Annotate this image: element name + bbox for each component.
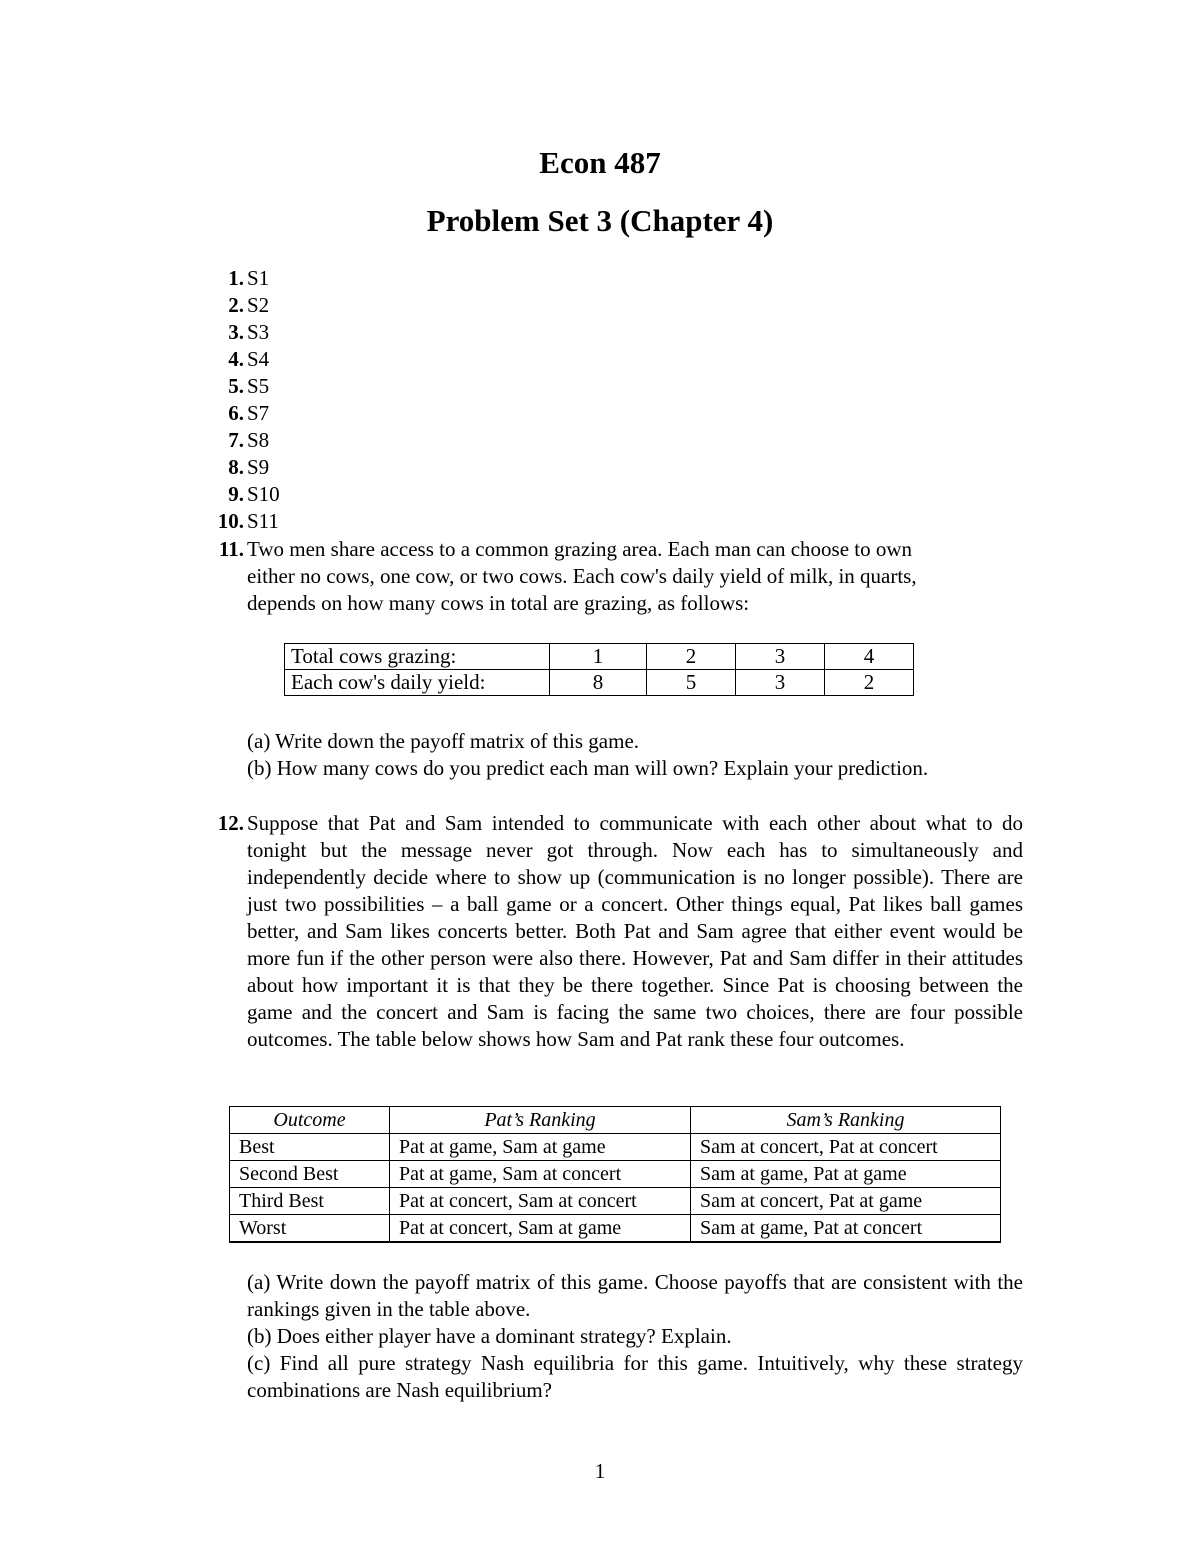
item-text: S5 [247,374,270,398]
table-cell: 3 [736,644,825,670]
column-header: Pat’s Ranking [390,1107,691,1134]
item-number: 6. [228,401,244,425]
problem-set-title: Problem Set 3 (Chapter 4) [426,203,774,238]
item-number: 4. [228,347,244,371]
table-cell: 8 [550,670,647,696]
table-header-row [230,1107,1001,1134]
page-number: 1 [594,1459,606,1483]
question-11-line: either no cows, one cow, or two cows. Each cow's daily yield of milk, in quarts, [247,564,917,588]
table-cell: Third Best [230,1188,390,1215]
table-row [230,1215,1001,1243]
table-row [285,670,914,696]
row-label: Each cow's daily yield: [285,670,550,696]
question-12-part-b: (b) Does either player have a dominant strategy? Explain. [247,1324,732,1348]
item-number: 3. [228,320,244,344]
table-cell: Pat at concert, Sam at game [390,1215,691,1243]
table-cell: Best [230,1134,390,1161]
item-number: 5. [228,374,244,398]
item-text: S4 [247,347,270,371]
item-text: S2 [247,293,270,317]
item-number: 8. [228,455,244,479]
table-row [230,1161,1001,1188]
table-row [230,1188,1001,1215]
question-12-number: 12. [217,811,244,835]
question-11-part-b: (b) How many cows do you predict each man will own? Explain your prediction. [247,756,929,780]
row-label: Total cows grazing: [285,644,550,670]
course-title: Econ 487 [539,145,661,180]
table-cell: Worst [230,1215,390,1243]
item-text: S10 [247,482,280,506]
item-text: S11 [247,509,279,533]
table-cell: 1 [550,644,647,670]
question-11-number: 11. [218,537,244,561]
item-text: S1 [247,266,270,290]
table-cell: Sam at concert, Pat at game [691,1188,1001,1215]
table-cell: Sam at concert, Pat at concert [691,1134,1001,1161]
question-11-line: depends on how many cows in total are grazing, as follows: [247,591,750,615]
item-number: 2. [228,293,244,317]
question-12-paragraph: Suppose that Pat and Sam intended to communicate with each other about what to do tonight but the message never got through. Now each has to simultaneously and independently decide where to show up (communication is no longer possible). There are just two possibilities – a ball game or a concert. Other things equal, Pat likes ball games better, and Sam likes concerts better. Both Pat and Sam agree that either event would be more fun if the other person were also there. However, Pat and Sam differ in their attitudes about how important it is that they be there together. Since Pat is choosing between the game and the concert and Sam is facing the same two choices, there are four possible outcomes. The table below shows how Sam and Pat rank these four outcomes. [247,811,1023,1051]
question-11-part-a: (a) Write down the payoff matrix of this game. [247,729,640,753]
item-text: S3 [247,320,270,344]
table-cell: Pat at game, Sam at game [390,1134,691,1161]
column-header: Sam’s Ranking [691,1107,1001,1134]
item-number: 10. [217,509,244,533]
question-12-part-a: (a) Write down the payoff matrix of this game. Choose payoffs that are consistent with the rankings given in the table above. [247,1270,1023,1321]
ranking-table [229,1106,1001,1243]
item-number: 7. [228,428,244,452]
table-cell: 2 [647,644,736,670]
cow-yield-table [284,643,914,696]
table-row [230,1134,1001,1161]
question-11-line: Two men share access to a common grazing area. Each man can choose to own [247,537,913,561]
question-12-part-c: (c) Find all pure strategy Nash equilibria for this game. Intuitively, why these strategy combinations are Nash equilibrium? [247,1351,1023,1402]
table-cell: 2 [825,670,914,696]
item-number: 1. [228,266,244,290]
item-text: S8 [247,428,270,452]
table-cell: 4 [825,644,914,670]
table-cell: Pat at game, Sam at concert [390,1161,691,1188]
table-cell: Sam at game, Pat at game [691,1161,1001,1188]
table-cell: Sam at game, Pat at concert [691,1215,1001,1243]
table-cell: 3 [736,670,825,696]
column-header: Outcome [230,1107,390,1134]
item-text: S7 [247,401,270,425]
table-row [285,644,914,670]
table-cell: Pat at concert, Sam at concert [390,1188,691,1215]
table-cell: 5 [647,670,736,696]
table-cell: Second Best [230,1161,390,1188]
item-text: S9 [247,455,270,479]
item-number: 9. [228,482,244,506]
